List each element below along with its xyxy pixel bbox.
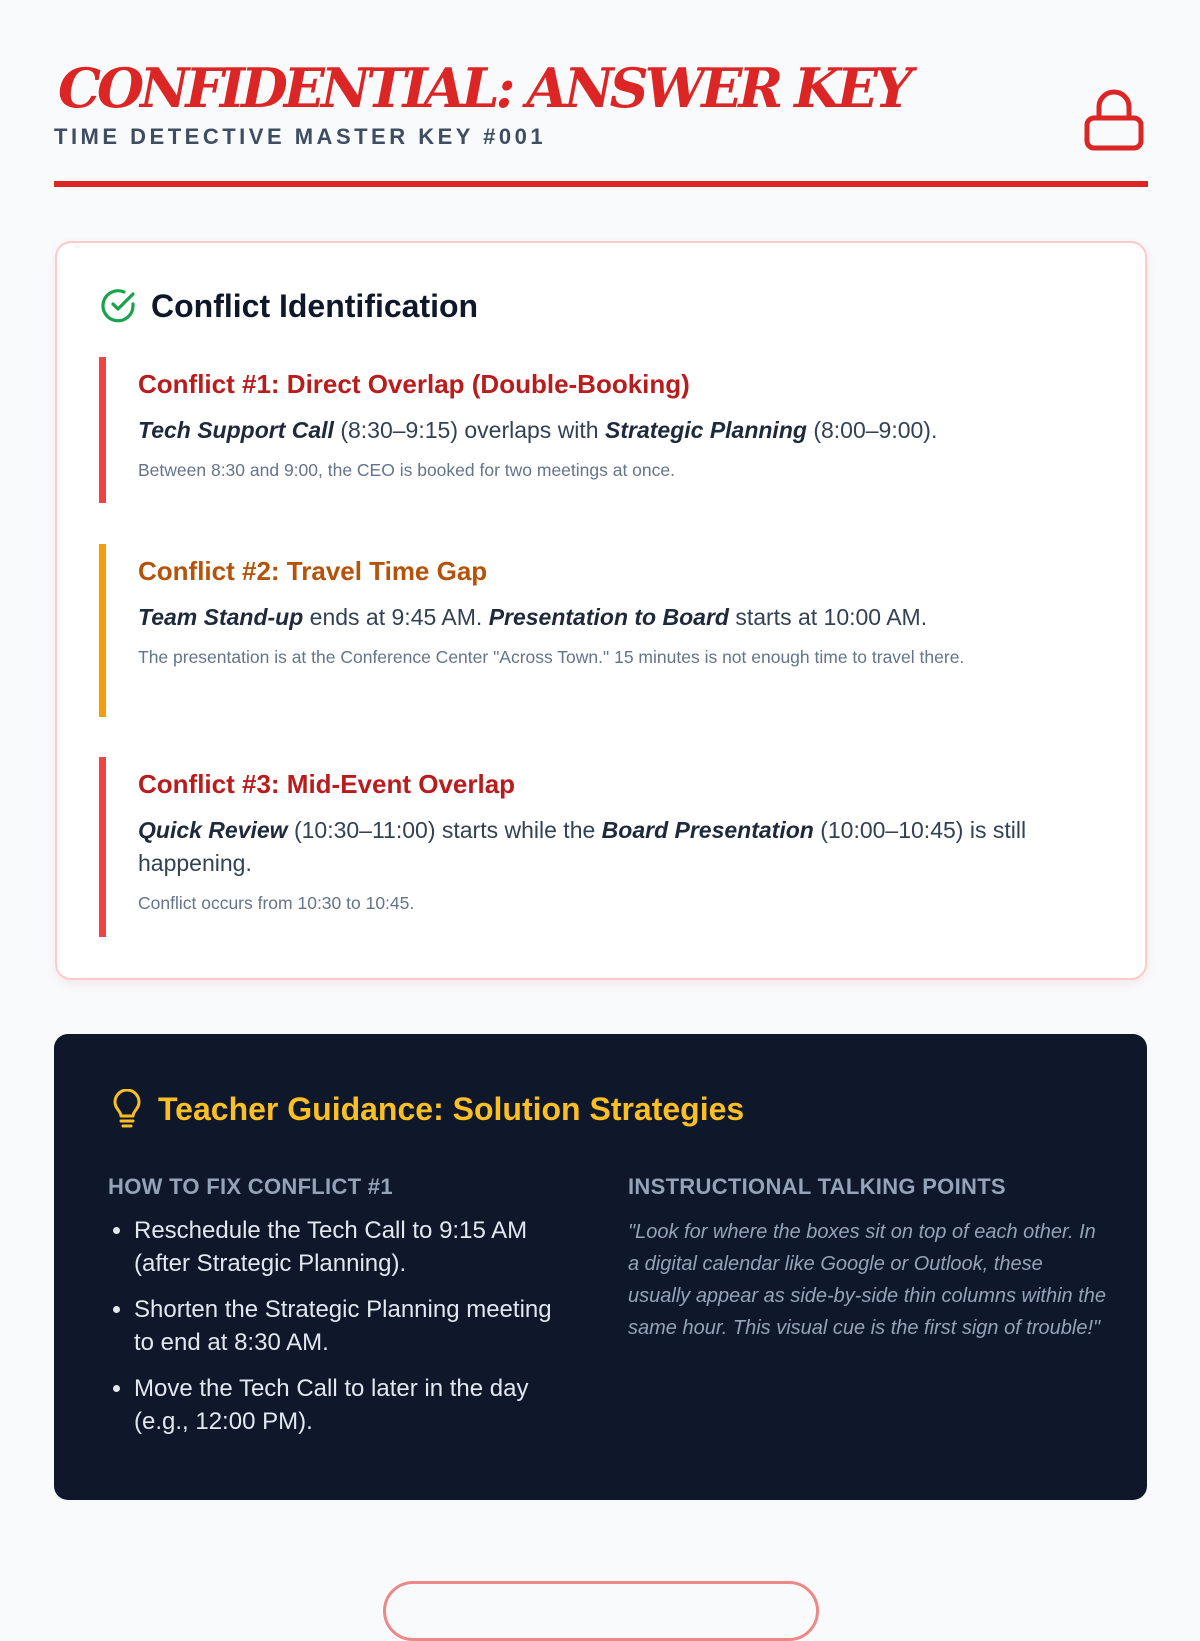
description-text: (10:00–10:45) is still happening. — [138, 817, 1027, 876]
conflict-item — [99, 544, 1109, 717]
talking-points-quote: "Look for where the boxes sit on top of each other. In a digital calendar like Google or Outlook, these usually appear as side-by-side thin columns within the same hour. This visual cue is the first sign of trouble!" — [628, 1221, 1107, 1339]
conflict-title: Conflict #2: Travel Time Gap — [138, 556, 488, 586]
description-text: (8:00–9:00). — [806, 417, 938, 443]
conflict-title: Conflict #3: Mid-Event Overlap — [138, 769, 516, 799]
description-text: (8:30–9:15) overlaps with — [333, 417, 605, 443]
conflict-title: Conflict #1: Direct Overlap (Double-Booking) — [138, 369, 690, 399]
page-subtitle: TIME DETECTIVE MASTER KEY #001 — [54, 124, 547, 149]
description-text: ends at 9:45 AM. — [303, 604, 489, 630]
event-name: Team Stand-up — [138, 604, 304, 630]
guidance-header — [112, 1089, 744, 1129]
description-text: (10:30–11:00) starts while the — [287, 817, 602, 843]
conflict-description — [138, 601, 1109, 634]
bottom-action-button[interactable] — [383, 1581, 819, 1641]
conflict-note: Conflict occurs from 10:30 to 10:45. — [138, 893, 415, 913]
conflict-item — [99, 757, 1109, 937]
event-name: Tech Support Call — [138, 417, 334, 443]
talking-points-heading: INSTRUCTIONAL TALKING POINTS — [628, 1174, 1006, 1199]
fix-item: • Shorten the Strategic Planning meeting to end at 8:30 AM. — [134, 1293, 578, 1359]
header-divider — [54, 181, 1148, 187]
talking-points-column — [628, 1174, 1108, 1344]
guidance-title: Teacher Guidance: Solution Strategies — [158, 1090, 745, 1127]
conflict-note: The presentation is at the Conference Center "Across Town." 15 minutes is not enough time to travel there. — [138, 647, 965, 667]
event-name: Quick Review — [138, 817, 288, 843]
event-name: Board Presentation — [601, 817, 814, 843]
lightbulb-icon — [112, 1089, 142, 1129]
fix-heading: HOW TO FIX CONFLICT #1 — [108, 1174, 393, 1199]
card-header — [99, 287, 478, 325]
fix-column — [108, 1174, 578, 1451]
check-circle-icon — [99, 287, 137, 325]
event-name: Presentation to Board — [488, 604, 729, 630]
page-title: CONFIDENTIAL: ANSWER KEY — [58, 56, 909, 120]
card-title: Conflict Identification — [151, 287, 479, 324]
lock-icon — [1084, 88, 1144, 152]
conflict-item — [99, 357, 1109, 503]
conflict-description — [138, 414, 1109, 447]
teacher-guidance-panel — [54, 1034, 1147, 1500]
description-text: starts at 10:00 AM. — [728, 604, 928, 630]
event-name: Strategic Planning — [605, 417, 807, 443]
conflict-identification-card — [55, 241, 1147, 980]
fix-item: • Reschedule the Tech Call to 9:15 AM (after Strategic Planning). — [134, 1214, 578, 1280]
conflict-note: Between 8:30 and 9:00, the CEO is booked for two meetings at once. — [138, 460, 675, 480]
fix-item: • Move the Tech Call to later in the day (e.g., 12:00 PM). — [134, 1372, 578, 1438]
conflict-description — [138, 814, 1109, 880]
fix-list — [108, 1214, 578, 1438]
